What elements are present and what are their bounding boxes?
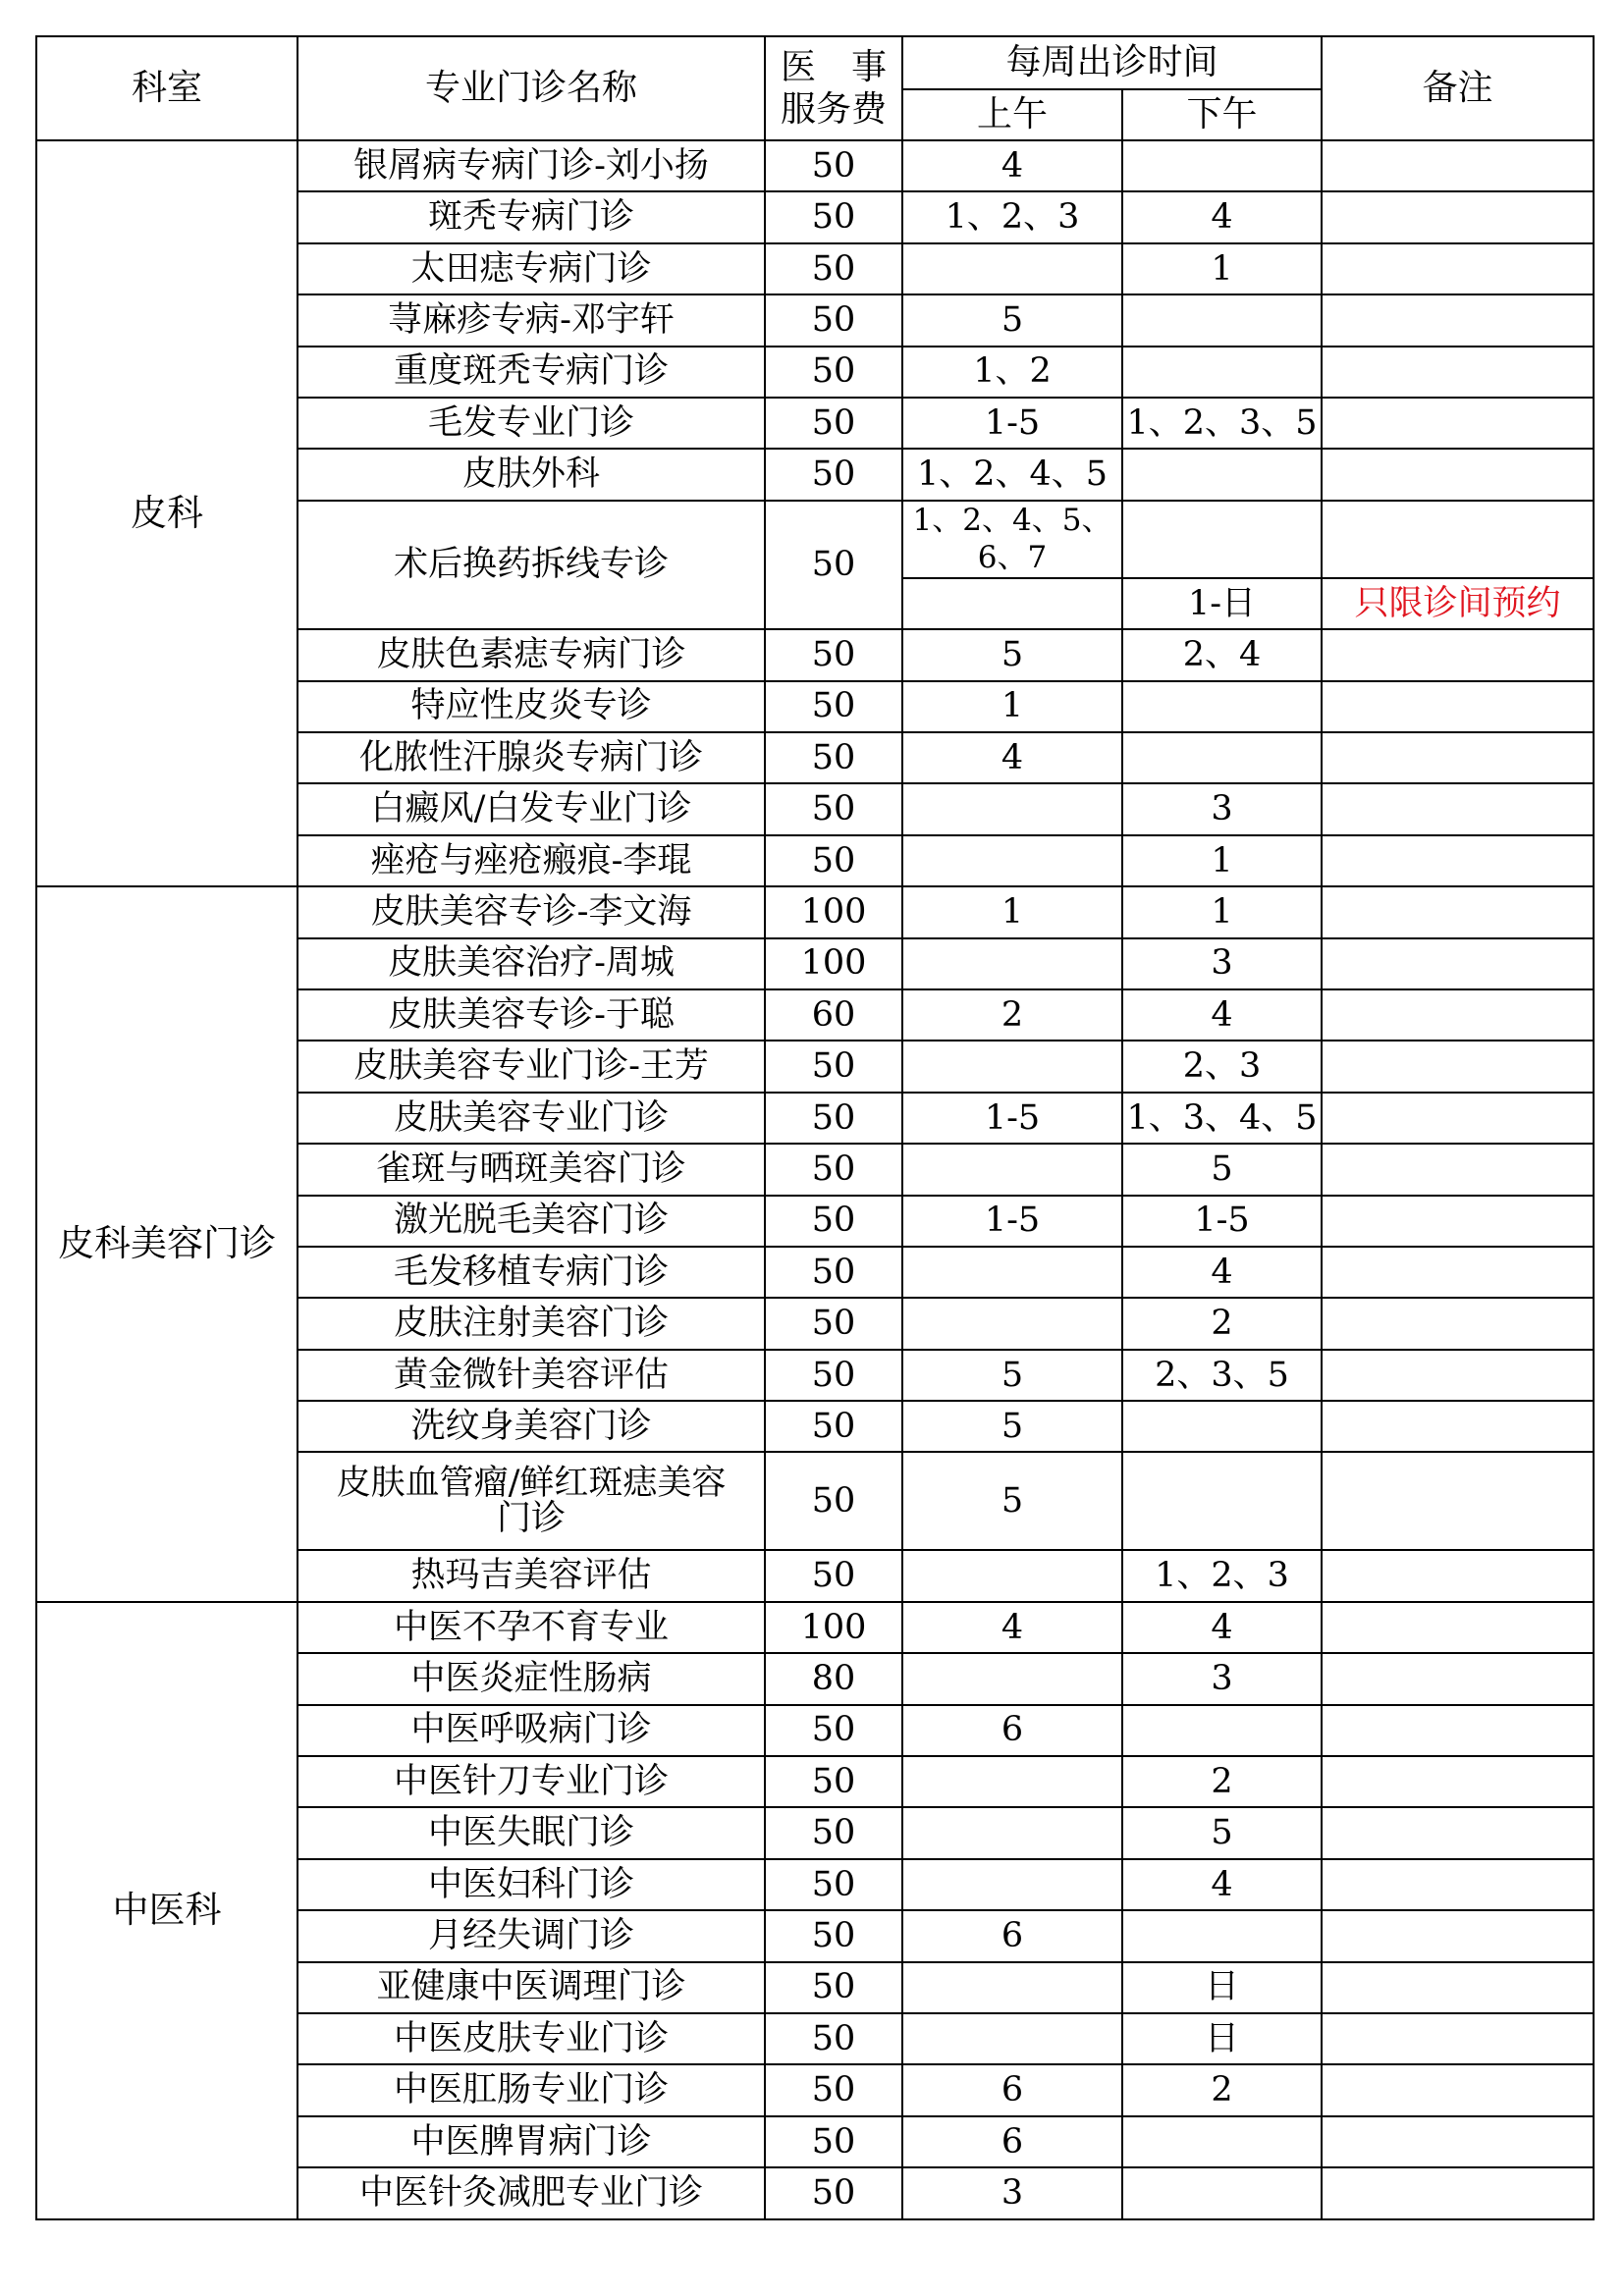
clinic-name-cell: 皮肤血管瘤/鲜红斑痣美容 门诊 (298, 1452, 765, 1550)
fee-cell: 50 (765, 2167, 902, 2218)
clinic-name-cell: 中医不孕不育专业 (298, 1602, 765, 1653)
pm-cell: 2、3、5 (1122, 1350, 1322, 1401)
fee-cell: 50 (765, 1705, 902, 1756)
pm-cell: 日 (1122, 1962, 1322, 2013)
am-cell (902, 1756, 1122, 1807)
clinic-name-cell: 洗纹身美容门诊 (298, 1401, 765, 1452)
fee-cell: 50 (765, 1093, 902, 1144)
note-cell (1322, 1602, 1594, 1653)
note-cell (1322, 989, 1594, 1041)
fee-cell: 50 (765, 1247, 902, 1298)
am-cell: 2 (902, 989, 1122, 1041)
schedule-body (36, 140, 1594, 2219)
note-cell (1322, 1350, 1594, 1401)
pm-cell: 4 (1122, 1602, 1322, 1653)
am-cell: 5 (902, 1401, 1122, 1452)
fee-cell: 50 (765, 191, 902, 242)
note-cell (1322, 1144, 1594, 1195)
pm-cell (1122, 2167, 1322, 2218)
clinic-name-cell: 痤疮与痤疮瘢痕-李琨 (298, 835, 765, 886)
clinic-name-cell: 中医呼吸病门诊 (298, 1705, 765, 1756)
clinic-name-cell: 雀斑与晒斑美容门诊 (298, 1144, 765, 1195)
note-cell (1322, 501, 1594, 579)
fee-cell: 50 (765, 1401, 902, 1452)
pm-cell: 4 (1122, 1859, 1322, 1910)
pm-cell (1122, 449, 1322, 500)
fee-cell: 50 (765, 1910, 902, 1961)
pm-cell: 4 (1122, 1247, 1322, 1298)
pm-cell: 1、2、3、5 (1122, 398, 1322, 449)
header-note: 备注 (1322, 36, 1594, 140)
note-cell: 只限诊间预约 (1322, 578, 1594, 629)
pm-cell: 1 (1122, 243, 1322, 294)
clinic-name-cell: 皮肤外科 (298, 449, 765, 500)
note-cell (1322, 2064, 1594, 2115)
am-cell: 6 (902, 1705, 1122, 1756)
clinic-name-cell: 黄金微针美容评估 (298, 1350, 765, 1401)
am-cell: 1、2、4、5 (902, 449, 1122, 500)
note-cell (1322, 732, 1594, 783)
pm-cell: 1、3、4、5 (1122, 1093, 1322, 1144)
am-cell (902, 578, 1122, 629)
fee-cell: 50 (765, 140, 902, 191)
am-cell: 6 (902, 1910, 1122, 1961)
pm-cell (1122, 732, 1322, 783)
am-cell (902, 2013, 1122, 2064)
fee-cell: 100 (765, 938, 902, 989)
am-cell: 1、2、3 (902, 191, 1122, 242)
am-cell: 5 (902, 629, 1122, 680)
clinic-name-cell: 重度斑秃专病门诊 (298, 347, 765, 398)
am-cell: 1、2、4、5、 6、7 (902, 501, 1122, 579)
clinic-name-cell: 银屑病专病门诊-刘小扬 (298, 140, 765, 191)
pm-cell: 2、3 (1122, 1041, 1322, 1092)
table-row (36, 1602, 1594, 1653)
am-cell (902, 1041, 1122, 1092)
note-cell (1322, 629, 1594, 680)
am-cell (902, 243, 1122, 294)
fee-cell: 100 (765, 886, 902, 937)
clinic-name-cell: 皮肤美容治疗-周城 (298, 938, 765, 989)
clinic-name-cell: 中医皮肤专业门诊 (298, 2013, 765, 2064)
am-cell: 1 (902, 681, 1122, 732)
note-cell (1322, 294, 1594, 346)
fee-cell: 50 (765, 1196, 902, 1247)
note-cell (1322, 2116, 1594, 2167)
fee-cell: 50 (765, 294, 902, 346)
fee-cell: 50 (765, 347, 902, 398)
pm-cell (1122, 1452, 1322, 1550)
fee-cell: 50 (765, 398, 902, 449)
pm-cell: 5 (1122, 1144, 1322, 1195)
department-cell: 皮科 (36, 140, 298, 886)
note-cell (1322, 1705, 1594, 1756)
fee-cell: 50 (765, 1807, 902, 1858)
pm-cell (1122, 140, 1322, 191)
am-cell (902, 938, 1122, 989)
note-cell (1322, 1962, 1594, 2013)
pm-cell (1122, 294, 1322, 346)
am-cell (902, 1962, 1122, 2013)
note-cell (1322, 1041, 1594, 1092)
pm-cell (1122, 1705, 1322, 1756)
clinic-name-cell: 化脓性汗腺炎专病门诊 (298, 732, 765, 783)
pm-cell (1122, 1401, 1322, 1452)
pm-cell (1122, 347, 1322, 398)
clinic-name-cell: 中医脾胃病门诊 (298, 2116, 765, 2167)
note-cell (1322, 243, 1594, 294)
note-cell (1322, 1910, 1594, 1961)
clinic-name-cell: 皮肤美容专业门诊 (298, 1093, 765, 1144)
clinic-name-cell: 毛发移植专病门诊 (298, 1247, 765, 1298)
fee-cell: 50 (765, 835, 902, 886)
note-cell (1322, 2013, 1594, 2064)
note-cell (1322, 681, 1594, 732)
clinic-name-cell: 荨麻疹专病-邓宇轩 (298, 294, 765, 346)
fee-cell: 50 (765, 1962, 902, 2013)
fee-cell: 50 (765, 1350, 902, 1401)
clinic-name-cell: 太田痣专病门诊 (298, 243, 765, 294)
am-cell: 6 (902, 2064, 1122, 2115)
am-cell: 1-5 (902, 1196, 1122, 1247)
pm-cell (1122, 2116, 1322, 2167)
pm-cell (1122, 1910, 1322, 1961)
am-cell (902, 1247, 1122, 1298)
clinic-name-cell: 中医妇科门诊 (298, 1859, 765, 1910)
pm-cell: 1-5 (1122, 1196, 1322, 1247)
pm-cell: 3 (1122, 783, 1322, 834)
note-cell (1322, 835, 1594, 886)
note-cell (1322, 1653, 1594, 1704)
note-cell (1322, 191, 1594, 242)
am-cell: 6 (902, 2116, 1122, 2167)
am-cell (902, 1653, 1122, 1704)
header-dept: 科室 (36, 36, 298, 140)
note-cell (1322, 2167, 1594, 2218)
fee-cell: 50 (765, 2013, 902, 2064)
clinic-name-cell: 热玛吉美容评估 (298, 1550, 765, 1601)
fee-cell: 50 (765, 681, 902, 732)
clinic-name-cell: 白癜风/白发专业门诊 (298, 783, 765, 834)
department-cell: 中医科 (36, 1602, 298, 2219)
header-weekly: 每周出诊时间 (902, 36, 1322, 89)
note-cell (1322, 1247, 1594, 1298)
note-cell (1322, 1298, 1594, 1349)
fee-cell: 50 (765, 629, 902, 680)
fee-cell: 50 (765, 243, 902, 294)
fee-cell: 50 (765, 732, 902, 783)
note-cell (1322, 938, 1594, 989)
clinic-name-cell: 毛发专业门诊 (298, 398, 765, 449)
note-cell (1322, 140, 1594, 191)
am-cell (902, 1298, 1122, 1349)
clinic-name-cell: 中医针灸减肥专业门诊 (298, 2167, 765, 2218)
am-cell: 5 (902, 1452, 1122, 1550)
fee-cell: 50 (765, 2064, 902, 2115)
clinic-name-cell: 皮肤美容专业门诊-王芳 (298, 1041, 765, 1092)
table-row (36, 140, 1594, 191)
clinic-name-cell: 特应性皮炎专诊 (298, 681, 765, 732)
fee-cell: 50 (765, 1298, 902, 1349)
am-cell: 1、2 (902, 347, 1122, 398)
note-cell (1322, 1401, 1594, 1452)
pm-cell: 5 (1122, 1807, 1322, 1858)
pm-cell: 2 (1122, 2064, 1322, 2115)
clinic-name-cell: 中医肛肠专业门诊 (298, 2064, 765, 2115)
am-cell (902, 1550, 1122, 1601)
pm-cell: 1 (1122, 835, 1322, 886)
fee-cell: 50 (765, 1859, 902, 1910)
note-cell (1322, 1807, 1594, 1858)
clinic-schedule-table (35, 35, 1595, 2220)
fee-cell: 50 (765, 2116, 902, 2167)
clinic-name-cell: 皮肤注射美容门诊 (298, 1298, 765, 1349)
pm-cell: 3 (1122, 1653, 1322, 1704)
fee-cell: 50 (765, 449, 902, 500)
header-fee-text: 医 事 服务费 (780, 46, 887, 130)
header-am: 上午 (902, 89, 1122, 140)
fee-cell: 60 (765, 989, 902, 1041)
note-cell (1322, 886, 1594, 937)
clinic-name-cell: 中医炎症性肠病 (298, 1653, 765, 1704)
pm-cell: 2 (1122, 1756, 1322, 1807)
fee-cell: 50 (765, 783, 902, 834)
fee-cell: 50 (765, 1041, 902, 1092)
am-cell: 4 (902, 732, 1122, 783)
note-cell (1322, 1550, 1594, 1601)
clinic-name-cell: 月经失调门诊 (298, 1910, 765, 1961)
am-cell (902, 783, 1122, 834)
fee-cell: 100 (765, 1602, 902, 1653)
note-cell (1322, 1452, 1594, 1550)
fee-cell: 80 (765, 1653, 902, 1704)
pm-cell: 1 (1122, 886, 1322, 937)
clinic-name-cell: 激光脱毛美容门诊 (298, 1196, 765, 1247)
fee-cell: 50 (765, 501, 902, 630)
note-cell (1322, 1093, 1594, 1144)
pm-cell (1122, 681, 1322, 732)
pm-cell: 4 (1122, 191, 1322, 242)
note-cell (1322, 1196, 1594, 1247)
clinic-name-cell: 中医失眠门诊 (298, 1807, 765, 1858)
am-cell (902, 1859, 1122, 1910)
am-cell: 4 (902, 140, 1122, 191)
am-cell: 5 (902, 294, 1122, 346)
am-cell: 4 (902, 1602, 1122, 1653)
clinic-name-cell: 亚健康中医调理门诊 (298, 1962, 765, 2013)
note-cell (1322, 783, 1594, 834)
pm-cell: 1、2、3 (1122, 1550, 1322, 1601)
pm-cell: 2 (1122, 1298, 1322, 1349)
note-cell (1322, 1859, 1594, 1910)
am-cell (902, 1807, 1122, 1858)
fee-cell: 50 (765, 1452, 902, 1550)
note-cell (1322, 1756, 1594, 1807)
pm-cell: 3 (1122, 938, 1322, 989)
clinic-name-cell: 皮肤色素痣专病门诊 (298, 629, 765, 680)
clinic-name-cell: 皮肤美容专诊-于聪 (298, 989, 765, 1041)
pm-cell: 日 (1122, 2013, 1322, 2064)
pm-cell (1122, 501, 1322, 579)
clinic-name-cell: 中医针刀专业门诊 (298, 1756, 765, 1807)
am-cell: 5 (902, 1350, 1122, 1401)
clinic-name-cell: 皮肤美容专诊-李文海 (298, 886, 765, 937)
header-clinic-name: 专业门诊名称 (298, 36, 765, 140)
am-cell: 1 (902, 886, 1122, 937)
pm-cell: 2、4 (1122, 629, 1322, 680)
am-cell: 3 (902, 2167, 1122, 2218)
am-cell: 1-5 (902, 398, 1122, 449)
department-cell: 皮科美容门诊 (36, 886, 298, 1602)
note-cell (1322, 449, 1594, 500)
clinic-name-cell: 术后换药拆线专诊 (298, 501, 765, 630)
am-cell: 1-5 (902, 1093, 1122, 1144)
am-cell (902, 1144, 1122, 1195)
fee-cell: 50 (765, 1144, 902, 1195)
pm-cell: 1-日 (1122, 578, 1322, 629)
fee-cell: 50 (765, 1756, 902, 1807)
pm-cell: 4 (1122, 989, 1322, 1041)
note-cell (1322, 347, 1594, 398)
fee-cell: 50 (765, 1550, 902, 1601)
header-pm: 下午 (1122, 89, 1322, 140)
clinic-name-cell: 斑秃专病门诊 (298, 191, 765, 242)
am-cell (902, 835, 1122, 886)
note-cell (1322, 398, 1594, 449)
table-row (36, 886, 1594, 937)
header-fee (765, 36, 902, 140)
